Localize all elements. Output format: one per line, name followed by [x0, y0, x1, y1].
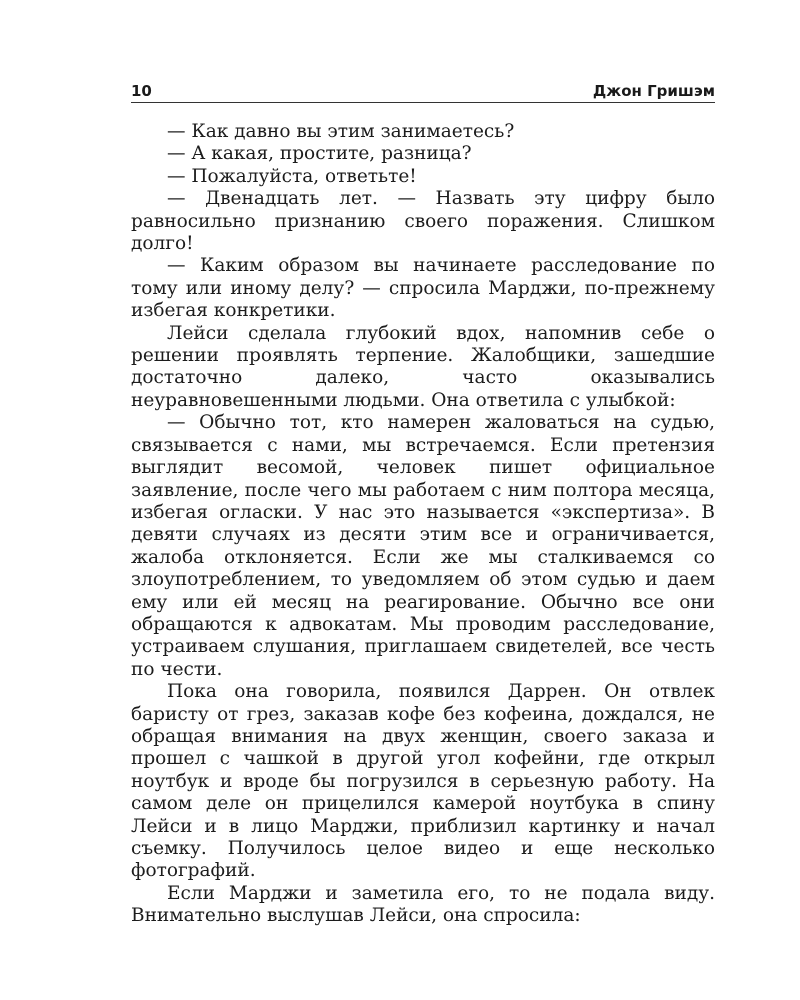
page-number: 10 — [131, 82, 152, 100]
paragraph: Лейси сделала глубокий вдох, напомнив себе о решении проявлять терпение. Жалобщики, зашедшие достаточно далеко, часто оказывались неуравновешенными людьми. Она ответила с улыбкой: — [131, 322, 715, 411]
paragraph: — Пожалуйста, ответьте! — [167, 165, 417, 187]
paragraph: — Двенадцать лет. — Назвать эту цифру было равносильно признанию своего поражения. Слишком долго! — [131, 188, 715, 255]
paragraph: — Как давно вы этим занимаетесь? — [167, 121, 515, 142]
paragraph: — Обычно тот, кто намерен жаловаться на судью, связывается с нами, мы встречаемся. Если претензия выглядит весомой, человек пишет официальное заявление, после чего мы работаем с ним полтора месяца, избегая огласки. У нас это называется «экспертиза». В девяти случаях из десяти этим все и ограничивается, жалоба отклоняется. Если же мы сталкиваемся со злоупотреблением, то уведомляем об этом судью и даем ему или ей месяц на реагирование. Обычно все они обращаются к адвокатам. Мы проводим расследование, устраиваем слушания, приглашаем свидетелей, все честь по чести. — [131, 412, 715, 680]
paragraph: — А какая, простите, разница? — [167, 143, 472, 165]
book-author: Джон Гришэм — [592, 82, 715, 100]
header-rule — [131, 102, 715, 103]
running-head — [131, 80, 715, 104]
paragraph: Если Марджи и заметила его, то не подала виду. Внимательно выслушав Лейси, она спросила: — [131, 882, 715, 927]
paragraph: Пока она говорила, появился Даррен. Он отвлек баристу от грез, заказав кофе без кофеина, дождался, не обращая внимания на двух женщин, своего заказа и прошел с чашкой в другой угол кофейни, где открыл ноутбук и вроде бы погрузился в серьезную работу. На самом деле он прицелился камерой ноутбука в спину Лейси и в лицо Марджи, приблизил картинку и начал съемку. Получилось целое видео и еще несколько фотографий. — [131, 681, 715, 882]
paragraph: — Каким образом вы начинаете расследование по тому или иному делу? — спросила Марджи, по-прежнему избегая конкретики. — [131, 255, 715, 322]
body-text — [131, 121, 715, 928]
